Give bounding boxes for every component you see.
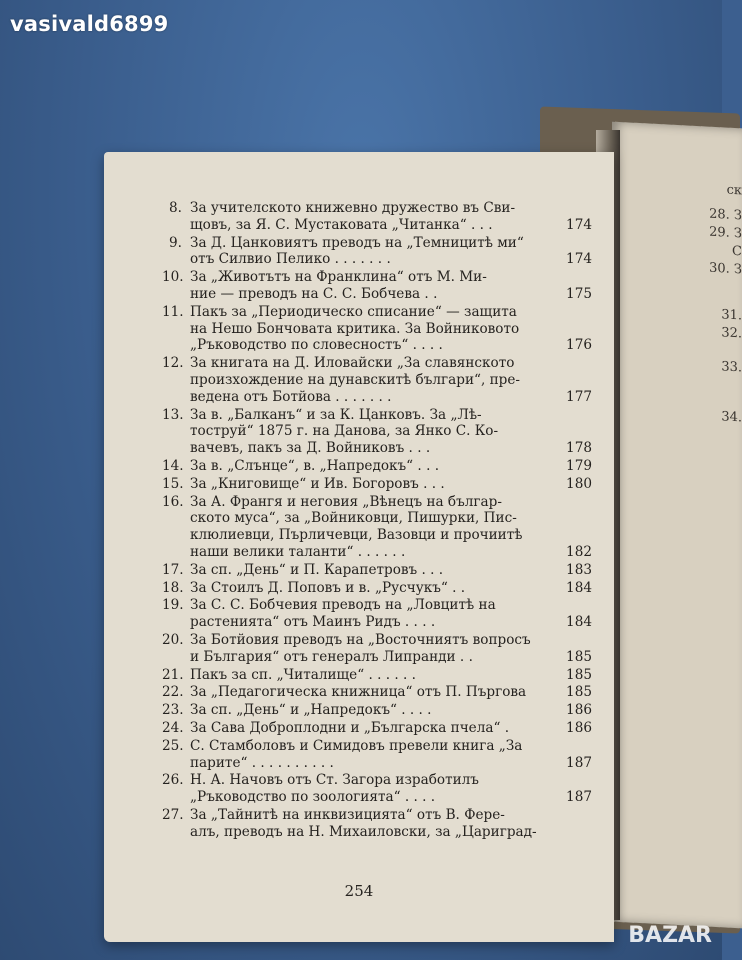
right-page-fragment: 30. З	[709, 260, 742, 278]
toc-entry-page: 182	[566, 543, 592, 560]
toc-entry-page: 178	[566, 440, 592, 457]
toc-entry	[162, 738, 592, 772]
toc-entry-line: За „Педагогическа книжница“ отъ П. Пъргова	[190, 684, 527, 701]
toc-entry	[162, 580, 592, 597]
toc-entry-line: За в. „Балканъ“ и за К. Цанковъ. За „Лѣ-	[190, 406, 482, 423]
toc-entry-number: 18.	[162, 579, 184, 596]
table-of-contents	[162, 200, 592, 841]
toc-entry-number: 25.	[162, 737, 184, 754]
toc-entry-page: 179	[566, 457, 592, 474]
toc-entry	[162, 720, 592, 737]
toc-entry-line: С. Стамболовъ и Симидовъ превели книга „За	[190, 737, 523, 754]
toc-entry-page: 185	[566, 684, 592, 701]
toc-entry-page: 186	[566, 719, 592, 736]
toc-entry-number: 26.	[162, 772, 184, 789]
toc-entry-page: 187	[566, 789, 592, 806]
toc-entry-number: 10.	[162, 269, 184, 286]
toc-entry-line: парите“ . . . . . . . . . .	[190, 754, 334, 771]
toc-entry-line: и България“ отъ генералъ Липранди . .	[190, 648, 473, 665]
toc-entry-line: За Д. Цанковиятъ преводъ на „Темницитѣ ми“	[190, 234, 524, 251]
toc-entry-number: 23.	[162, 702, 184, 719]
toc-entry-page: 180	[566, 475, 592, 492]
toc-entry-line: „Ръководство по словесностъ“ . . . .	[190, 337, 443, 354]
toc-entry	[162, 458, 592, 475]
bazar-logo-watermark: BAZAR	[628, 923, 712, 948]
left-page	[104, 152, 614, 942]
toc-entry-number: 16.	[162, 493, 184, 510]
toc-entry-line: Пакъ за „Периодическо списание“ — защита	[190, 303, 517, 320]
toc-entry-number: 11.	[162, 303, 184, 320]
toc-entry-number: 22.	[162, 684, 184, 701]
seller-username-watermark: vasivald6899	[10, 12, 169, 36]
toc-entry-line: ското муса“, за „Войниковци, Пишурки, Пис-	[190, 510, 517, 527]
toc-entry	[162, 807, 592, 841]
toc-entry	[162, 772, 592, 806]
toc-entry-line: алъ, преводъ на Н. Михаиловски, за „Цариград-	[190, 823, 537, 840]
toc-entry-number: 17.	[162, 561, 184, 578]
toc-entry-number: 21.	[162, 666, 184, 683]
toc-entry-line: За С. С. Бобчевия преводъ на „Ловцитѣ на	[190, 597, 496, 614]
toc-entry-line: ведена отъ Ботйова . . . . . . .	[190, 388, 392, 405]
toc-entry-number: 12.	[162, 355, 184, 372]
toc-entry	[162, 597, 592, 631]
toc-entry-line: Пакъ за сп. „Читалище“ . . . . . .	[190, 666, 416, 683]
toc-entry-line: на Нешо Бончовата критика. За Войниковото	[190, 320, 520, 337]
toc-entry-line: За учителското книжевно дружество въ Сви-	[190, 200, 516, 216]
toc-entry-page: 187	[566, 754, 592, 771]
right-page-fragment: 33.	[721, 359, 742, 376]
toc-entry-number: 27.	[162, 806, 184, 823]
right-page-fragment: 31.	[721, 307, 742, 324]
toc-entry-line: вачевъ, пакъ за Д. Войниковъ . . .	[190, 440, 431, 457]
toc-entry-line: наши велики таланти“ . . . . . .	[190, 543, 406, 560]
toc-entry-line: За сп. „День“ и „Напредокъ“ . . . .	[190, 702, 432, 719]
toc-entry-line: За „Тайнитѣ на инквизицията“ отъ В. Фере-	[190, 806, 505, 823]
toc-entry-line: клюлиевци, Пърличевци, Вазовци и прочиитѣ	[190, 527, 523, 544]
toc-entry-line: За книгата на Д. Иловайски „За славянското	[190, 355, 515, 372]
right-page-fragment: 34.	[721, 409, 742, 426]
toc-entry-line: За в. „Слънце“, в. „Напредокъ“ . . .	[190, 457, 440, 474]
right-page-fragment: 32.	[721, 325, 742, 342]
toc-entry-number: 13.	[162, 406, 184, 423]
toc-entry-line: тоструй“ 1875 г. на Данова, за Янко С. Ко-	[190, 423, 499, 440]
toc-entry-page: 176	[566, 337, 592, 354]
toc-entry-line: щовъ, за Я. С. Мустаковата „Читанка“ . . .	[190, 216, 493, 233]
right-page	[612, 122, 742, 929]
toc-entry-line: отъ Силвио Пелико . . . . . . .	[190, 251, 391, 268]
toc-entry-page: 183	[566, 561, 592, 578]
right-page-fragment: ск	[726, 182, 742, 199]
toc-entry-line: За А. Франгя и неговия „Вѣнецъ на българ-	[190, 493, 502, 510]
toc-entry-line: Н. А. Начовъ отъ Ст. Загора изработилъ	[190, 772, 479, 789]
toc-entry-page: 174	[566, 251, 592, 268]
toc-entry-number: 14.	[162, 457, 184, 474]
toc-entry-number: 9.	[169, 234, 182, 251]
toc-entry-line: За „Животътъ на Франклина“ отъ М. Ми-	[190, 269, 487, 286]
toc-entry-number: 24.	[162, 719, 184, 736]
toc-entry-line: За Стоилъ Д. Поповъ и в. „Русчукъ“ . .	[190, 579, 466, 596]
toc-entry-number: 15.	[162, 475, 184, 492]
toc-entry-page: 185	[566, 648, 592, 665]
toc-entry	[162, 632, 592, 666]
right-page-fragment: С	[732, 243, 742, 260]
right-page-fragment: 29. З	[709, 224, 742, 242]
toc-entry-line: „Ръководство по зоологията“ . . . .	[190, 789, 436, 806]
toc-entry-page: 174	[566, 216, 592, 233]
toc-entry-page: 186	[566, 702, 592, 719]
toc-entry-line: За сп. „День“ и П. Карапетровъ . . .	[190, 561, 444, 578]
toc-entry	[162, 304, 592, 354]
toc-entry	[162, 494, 592, 561]
toc-entry	[162, 407, 592, 457]
toc-entry-page: 177	[566, 388, 592, 405]
toc-entry	[162, 476, 592, 493]
toc-entry	[162, 200, 592, 234]
toc-entry	[162, 235, 592, 269]
toc-entry	[162, 684, 592, 701]
toc-entry-number: 19.	[162, 597, 184, 614]
toc-entry-line: За „Книговище“ и Ив. Богоровъ . . .	[190, 475, 445, 492]
toc-entry	[162, 269, 592, 303]
right-page-fragment: 28. З	[709, 206, 742, 224]
page-number: 254	[344, 882, 374, 900]
toc-entry-line: За Ботйовия преводъ на „Восточниятъ вопросъ	[190, 631, 531, 648]
toc-entry-page: 185	[566, 666, 592, 683]
toc-entry-line: За Сава Доброплодни и „Българска пчела“ .	[190, 719, 510, 736]
toc-entry-number: 8.	[169, 200, 182, 216]
toc-entry-line: произхождение на дунавскитѣ българи“, пре-	[190, 371, 521, 388]
toc-entry-number: 20.	[162, 631, 184, 648]
toc-entry-page: 184	[566, 579, 592, 596]
toc-entry	[162, 702, 592, 719]
toc-entry	[162, 355, 592, 405]
toc-entry	[162, 667, 592, 684]
toc-entry-page: 175	[566, 285, 592, 302]
toc-entry-line: ние — преводъ на С. С. Бобчева . .	[190, 285, 438, 302]
toc-entry	[162, 562, 592, 579]
toc-entry-page: 184	[566, 614, 592, 631]
toc-entry-line: растенията“ отъ Маинъ Ридъ . . . .	[190, 614, 436, 631]
